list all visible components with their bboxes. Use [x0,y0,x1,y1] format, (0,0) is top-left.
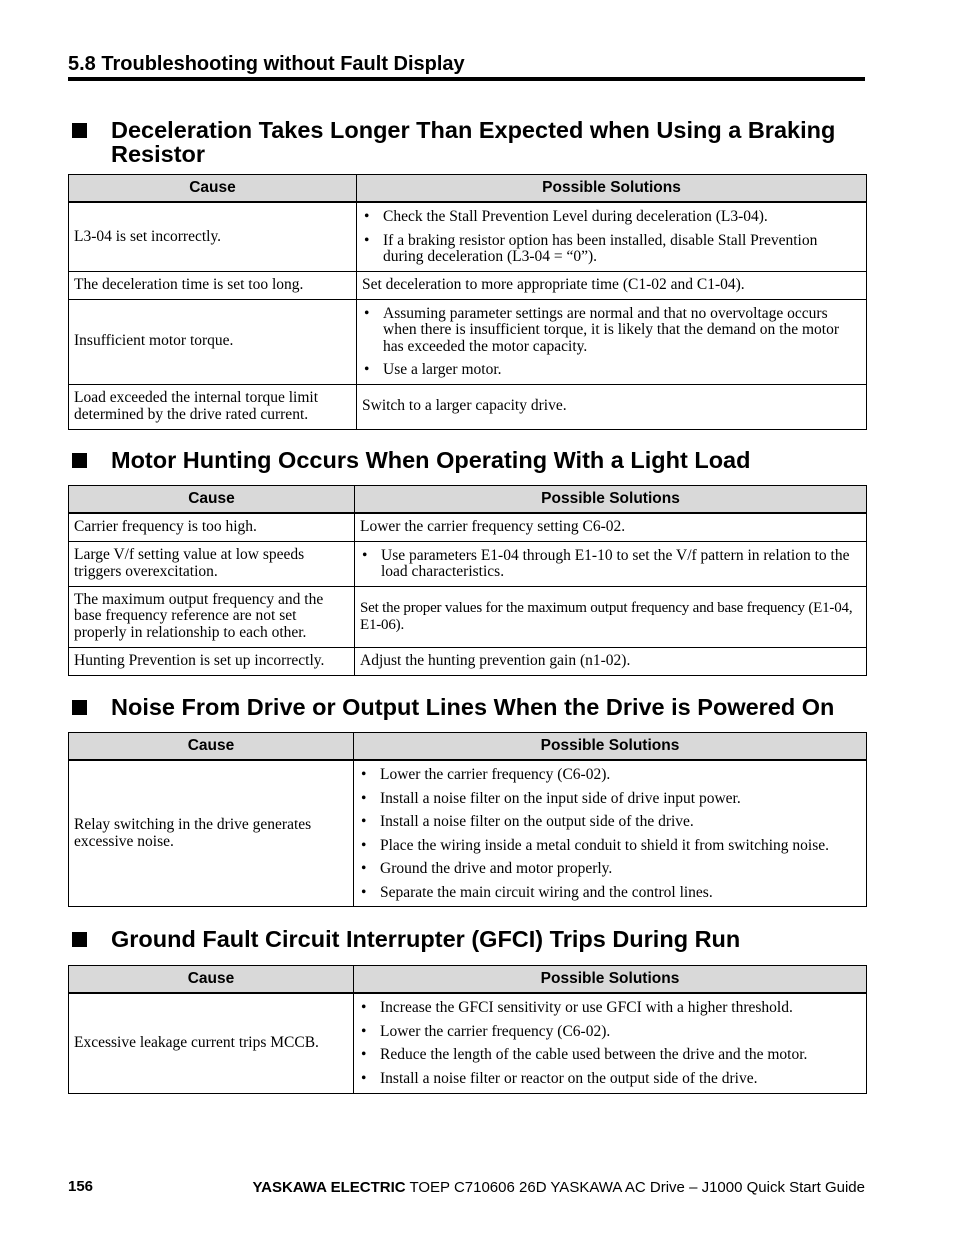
table-noise [68,732,867,907]
solution-item: • Assuming parameter settings are normal and that no overvoltage occurs when there is insufficient torque, it is likely that the demand on the motor has exceeded the motor capacity. [362,306,861,356]
solution-item: • Ground the drive and motor properly. [359,861,861,878]
footer-document-info [253,1179,866,1196]
cause-cell: Relay switching in the drive generates excessive noise. [69,760,354,907]
cause-cell: L3-04 is set incorrectly. [69,202,357,271]
solution-item: • Separate the main circuit wiring and the control lines. [359,885,861,902]
cause-cell: Insufficient motor torque. [69,299,357,384]
solution-list [360,548,861,581]
solutions-cell [354,760,867,907]
solution-list [362,209,861,266]
solution-list [359,767,861,901]
solution-item: • Increase the GFCI sensitivity or use GFCI with a higher threshold. [359,1000,861,1017]
section-heading-deceleration [68,118,865,166]
cause-cell: Excessive leakage current trips MCCB. [69,993,354,1093]
square-bullet-icon [72,123,87,138]
solution-item: • Install a noise filter on the output side of the drive. [359,814,861,831]
section-heading-gfci [68,927,865,951]
solution-cell: Set the proper values for the maximum output frequency and base frequency (E1-04, E1-06). [355,586,867,647]
column-header-cause: Cause [69,486,355,514]
cause-cell: The deceleration time is set too long. [69,271,357,299]
column-header-solutions: Possible Solutions [354,733,867,761]
table-header-row [69,175,867,203]
table-row [69,586,867,647]
column-header-cause: Cause [69,175,357,203]
table-row [69,993,867,1093]
solution-list [362,306,861,379]
column-header-cause: Cause [69,733,354,761]
square-bullet-icon [72,932,87,947]
section-heading-motor-hunting [68,448,865,472]
header-rule [68,77,865,81]
table-row [69,647,867,675]
page-number: 156 [68,1178,94,1195]
solution-item: • Check the Stall Prevention Level during deceleration (L3-04). [362,209,861,226]
table-row [69,541,867,586]
page-header-title: 5.8 Troubleshooting without Fault Display [68,53,465,75]
section-title: Noise From Drive or Output Lines When the Drive is Powered On [111,694,835,720]
table-header-row [69,486,867,514]
table-row [69,271,867,299]
solution-item: • Install a noise filter or reactor on the output side of the drive. [359,1071,861,1088]
table-row [69,513,867,541]
table-row [69,202,867,271]
table-deceleration [68,174,867,430]
footer-brand: YASKAWA ELECTRIC [252,1179,406,1196]
table-header-row [69,966,867,994]
solutions-cell [357,299,867,384]
solutions-cell [355,541,867,586]
cause-cell: Load exceeded the internal torque limit determined by the drive rated current. [69,384,357,429]
section-heading-noise [68,695,865,719]
solution-item: • If a braking resistor option has been installed, disable Stall Prevention during deceleration (L3-04 = “0”). [362,233,861,266]
table-row [69,384,867,429]
table-row [69,299,867,384]
table-header-row [69,733,867,761]
cause-cell: Hunting Prevention is set up incorrectly. [69,647,355,675]
solutions-cell [354,993,867,1093]
solution-item: • Install a noise filter on the input side of drive input power. [359,791,861,808]
solution-item: • Lower the carrier frequency (C6-02). [359,767,861,784]
solutions-cell [357,202,867,271]
solution-cell: Switch to a larger capacity drive. [357,384,867,429]
table-gfci [68,965,867,1094]
solution-cell: Adjust the hunting prevention gain (n1-02). [355,647,867,675]
footer-document-title: TOEP C710606 26D YASKAWA AC Drive – J1000 Quick Start Guide [409,1179,865,1196]
solution-item: • Use a larger motor. [362,362,861,379]
section-title: Motor Hunting Occurs When Operating With a Light Load [111,447,751,473]
solution-cell: Lower the carrier frequency setting C6-02. [355,513,867,541]
cause-cell: The maximum output frequency and the base frequency reference are not set properly in relationship to each other. [69,586,355,647]
column-header-solutions: Possible Solutions [357,175,867,203]
solution-list [359,1000,861,1087]
cause-cell: Carrier frequency is too high. [69,513,355,541]
solution-item: • Place the wiring inside a metal conduit to shield it from switching noise. [359,838,861,855]
square-bullet-icon [72,453,87,468]
column-header-solutions: Possible Solutions [354,966,867,994]
table-motor-hunting [68,485,867,676]
column-header-cause: Cause [69,966,354,994]
solution-item: • Lower the carrier frequency (C6-02). [359,1024,861,1041]
cause-cell: Large V/f setting value at low speeds triggers overexcitation. [69,541,355,586]
table-row [69,760,867,907]
column-header-solutions: Possible Solutions [355,486,867,514]
solution-item: • Reduce the length of the cable used between the drive and the motor. [359,1047,861,1064]
solution-cell: Set deceleration to more appropriate time (C1-02 and C1-04). [357,271,867,299]
square-bullet-icon [72,700,87,715]
solution-item: • Use parameters E1-04 through E1-10 to set the V/f pattern in relation to the load characteristics. [360,548,861,581]
section-title: Ground Fault Circuit Interrupter (GFCI) Trips During Run [111,926,741,952]
section-title: Deceleration Takes Longer Than Expected when Using a Braking Resistor [111,117,836,167]
